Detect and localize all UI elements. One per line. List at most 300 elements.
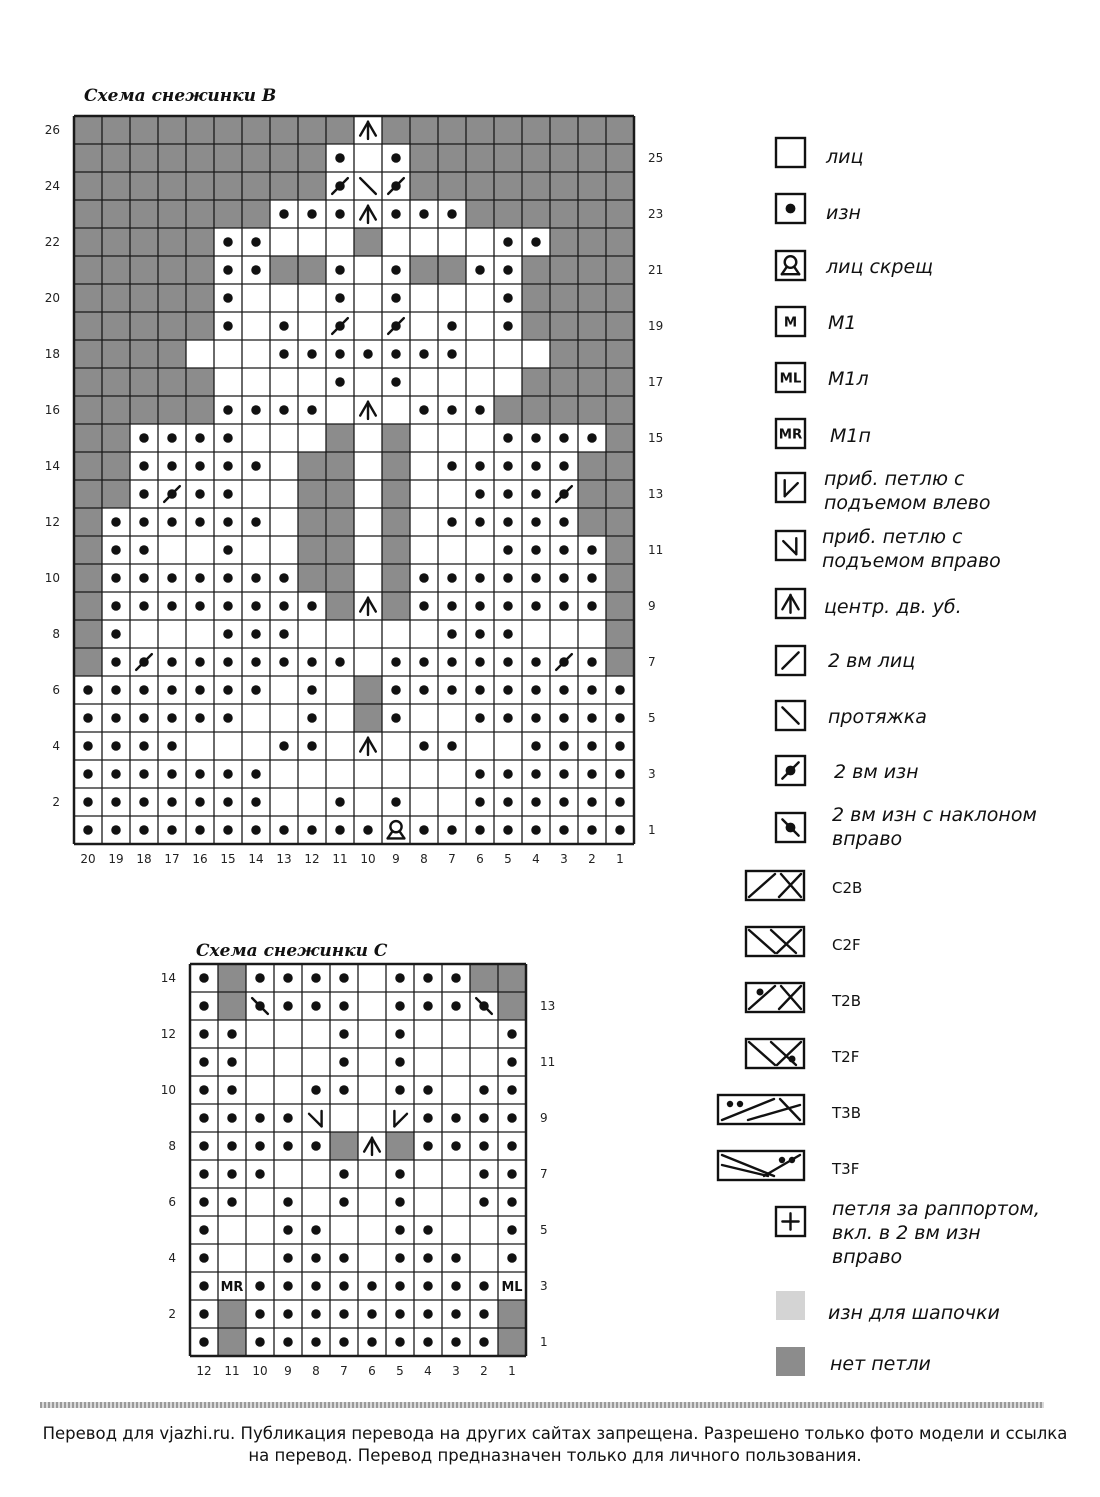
chart-b-cell bbox=[186, 368, 214, 396]
chart-b-cell bbox=[279, 209, 289, 219]
chart-b-cell bbox=[531, 573, 541, 583]
chart-b-cell bbox=[606, 508, 634, 536]
chart-c-cell bbox=[395, 1225, 405, 1235]
chart-b-cell bbox=[578, 144, 606, 172]
chart-b-cell bbox=[382, 116, 410, 144]
chart-b-cell bbox=[587, 433, 597, 443]
chart-b-col-label: 7 bbox=[448, 852, 456, 866]
chart-b-cell bbox=[74, 340, 102, 368]
chart-b-cell bbox=[475, 657, 485, 667]
chart-b-cell bbox=[475, 573, 485, 583]
chart-b-cell bbox=[298, 536, 326, 564]
chart-b-cell bbox=[111, 545, 121, 555]
chart-b-cell bbox=[382, 592, 410, 620]
chart-c-cell bbox=[423, 1113, 433, 1123]
chart-b-row-label-left: 18 bbox=[44, 347, 60, 361]
chart-c-cell bbox=[451, 1113, 461, 1123]
chart-b-cell bbox=[83, 825, 93, 835]
chart-b-cell bbox=[335, 657, 345, 667]
chart-c-col-label: 3 bbox=[452, 1364, 460, 1378]
chart-b-row-label-left: 26 bbox=[44, 123, 60, 137]
chart-b-cell bbox=[475, 769, 485, 779]
chart-b-cell bbox=[494, 200, 522, 228]
chart-c-cell bbox=[227, 1085, 237, 1095]
chart-b-cell bbox=[279, 573, 289, 583]
chart-c-cell bbox=[395, 1085, 405, 1095]
chart-b-cell bbox=[74, 592, 102, 620]
chart-b-cell bbox=[167, 769, 177, 779]
chart-b-cell bbox=[307, 601, 317, 611]
chart-b-cell bbox=[223, 293, 233, 303]
chart-c-cell bbox=[199, 1309, 209, 1319]
chart-c-cell bbox=[283, 1001, 293, 1011]
chart-c-cell bbox=[218, 1328, 246, 1356]
chart-b-cell bbox=[214, 144, 242, 172]
chart-b-cell bbox=[74, 368, 102, 396]
legend-label: лиц скрещ bbox=[826, 256, 934, 278]
legend-label: изн для шапочки bbox=[828, 1302, 1000, 1324]
chart-c-cell bbox=[507, 1141, 517, 1151]
chart-b-cell bbox=[186, 228, 214, 256]
chart-b-cell bbox=[242, 144, 270, 172]
dot-icon bbox=[775, 193, 806, 224]
chart-c-cell bbox=[227, 1197, 237, 1207]
chart-b-cell bbox=[494, 172, 522, 200]
chart-b-cell bbox=[158, 256, 186, 284]
chart-b-cell bbox=[307, 209, 317, 219]
chart-b-cell bbox=[587, 545, 597, 555]
chart-b-cell bbox=[74, 116, 102, 144]
chart-c-cell bbox=[311, 1337, 321, 1347]
chart-b-cell bbox=[615, 769, 625, 779]
p2tog-right-icon bbox=[775, 812, 806, 843]
chart-b-cell bbox=[102, 200, 130, 228]
chart-b-cell bbox=[102, 396, 130, 424]
chart-c-cell bbox=[339, 973, 349, 983]
chart-b-cell bbox=[559, 685, 569, 695]
chart-c-cell bbox=[227, 1057, 237, 1067]
chart-b-cell bbox=[102, 312, 130, 340]
chart-b-cell bbox=[438, 256, 466, 284]
chart-b-cell bbox=[195, 573, 205, 583]
chart-b-cell bbox=[102, 284, 130, 312]
chart-b-cell bbox=[587, 601, 597, 611]
chart-b-cell bbox=[447, 517, 457, 527]
chart-b-cell bbox=[139, 797, 149, 807]
chart-b-cell bbox=[578, 172, 606, 200]
chart-c-cell bbox=[423, 1141, 433, 1151]
chart-c-cell bbox=[339, 1169, 349, 1179]
chart-b-cell bbox=[335, 377, 345, 387]
chart-c-cell bbox=[451, 1253, 461, 1263]
chart-b-cell bbox=[251, 517, 261, 527]
chart-b-cell bbox=[158, 172, 186, 200]
m1r-icon bbox=[775, 418, 806, 449]
chart-b-cell bbox=[111, 601, 121, 611]
chart-b-cell bbox=[130, 312, 158, 340]
chart-b-cell bbox=[242, 116, 270, 144]
chart-b-cell bbox=[606, 312, 634, 340]
chart-b-cell bbox=[587, 685, 597, 695]
chart-b-cell bbox=[410, 256, 438, 284]
chart-b-cell bbox=[195, 461, 205, 471]
chart-b-cell bbox=[606, 200, 634, 228]
legend-label: приб. петлю с подъемом влево bbox=[824, 468, 991, 514]
chart-b-cell bbox=[559, 825, 569, 835]
chart-c-row-label-left: 14 bbox=[160, 971, 176, 985]
k2tog-icon bbox=[775, 645, 806, 676]
chart-c bbox=[156, 964, 556, 1394]
chart-c-cell bbox=[386, 1132, 414, 1160]
chart-b-cell bbox=[335, 797, 345, 807]
chart-b-cell bbox=[606, 480, 634, 508]
chart-b-cell bbox=[559, 461, 569, 471]
legend-label: М1 bbox=[828, 312, 857, 334]
chart-b-cell bbox=[503, 433, 513, 443]
chart-b-cell bbox=[74, 480, 102, 508]
chart-b-cell bbox=[606, 424, 634, 452]
chart-b-cell bbox=[195, 797, 205, 807]
c2f-icon bbox=[745, 926, 805, 957]
chart-b-cell bbox=[531, 489, 541, 499]
chart-b-row-label-left: 22 bbox=[44, 235, 60, 249]
chart-b-cell bbox=[503, 265, 513, 275]
chart-c-cell bbox=[199, 1085, 209, 1095]
legend-label: 2 вм лиц bbox=[828, 650, 916, 672]
chart-b-cell bbox=[475, 405, 485, 415]
chart-c-cell bbox=[199, 1029, 209, 1039]
chart-b-cell bbox=[326, 508, 354, 536]
chart-b-cell bbox=[326, 592, 354, 620]
chart-b-cell bbox=[531, 433, 541, 443]
chart-c-cell bbox=[479, 1169, 489, 1179]
chart-b-cell bbox=[503, 825, 513, 835]
chart-b-row-label-right: 1 bbox=[648, 823, 656, 837]
chart-b-cell bbox=[223, 461, 233, 471]
chart-b-cell bbox=[102, 116, 130, 144]
chart-b-row-label-left: 2 bbox=[52, 795, 60, 809]
chart-b-cell bbox=[475, 825, 485, 835]
chart-c-cell bbox=[311, 1141, 321, 1151]
chart-b-cell bbox=[550, 116, 578, 144]
chart-b-cell bbox=[550, 144, 578, 172]
chart-b-cell bbox=[550, 256, 578, 284]
chart-b-cell bbox=[307, 685, 317, 695]
chart-b-cell bbox=[587, 573, 597, 583]
chart-b-cell bbox=[522, 284, 550, 312]
chart-b-cell bbox=[139, 517, 149, 527]
chart-b-cell bbox=[83, 713, 93, 723]
chart-b-cell bbox=[503, 293, 513, 303]
chart-b-cell bbox=[531, 601, 541, 611]
chart-c-col-label: 5 bbox=[396, 1364, 404, 1378]
chart-b-cell bbox=[447, 209, 457, 219]
chart-b-cell bbox=[447, 461, 457, 471]
legend-label: T2F bbox=[832, 1048, 860, 1066]
chart-b-cell bbox=[587, 657, 597, 667]
svg-text:M: M bbox=[783, 315, 798, 331]
chart-b-cell bbox=[550, 368, 578, 396]
chart-b-cell bbox=[503, 461, 513, 471]
chart-b-cell bbox=[102, 480, 130, 508]
chart-c-cell bbox=[479, 1113, 489, 1123]
chart-b-cell bbox=[447, 573, 457, 583]
chart-b-cell bbox=[531, 657, 541, 667]
chart-b-cell bbox=[606, 116, 634, 144]
chart-b-cell bbox=[466, 200, 494, 228]
chart-c-cell bbox=[199, 1337, 209, 1347]
chart-b-cell bbox=[130, 172, 158, 200]
chart-b-cell bbox=[419, 685, 429, 695]
chart-b-cell bbox=[503, 657, 513, 667]
chart-b-row-label-right: 13 bbox=[648, 487, 664, 501]
chart-c-cell bbox=[255, 1281, 265, 1291]
chart-b-cell bbox=[167, 433, 177, 443]
chart-b-cell bbox=[522, 396, 550, 424]
chart-b-cell bbox=[326, 424, 354, 452]
chart-c-col-label: 6 bbox=[368, 1364, 376, 1378]
chart-c-cell bbox=[367, 1281, 377, 1291]
chart-b-cell bbox=[270, 116, 298, 144]
chart-b-row-label-right: 17 bbox=[648, 375, 664, 389]
chart-b-cell bbox=[139, 461, 149, 471]
plus-icon bbox=[775, 1206, 806, 1237]
chart-c-cell bbox=[218, 964, 246, 992]
chart-b-cell bbox=[74, 536, 102, 564]
chart-b-cell bbox=[475, 489, 485, 499]
chart-b-cell bbox=[531, 741, 541, 751]
chart-b-cell bbox=[419, 405, 429, 415]
chart-b-cell bbox=[419, 657, 429, 667]
chart-b-cell bbox=[475, 685, 485, 695]
chart-b-cell bbox=[223, 601, 233, 611]
chart-b-col-label: 16 bbox=[192, 852, 208, 866]
chart-c-cell bbox=[311, 1225, 321, 1235]
chart-b-cell bbox=[354, 676, 382, 704]
chart-b-row-label-left: 6 bbox=[52, 683, 60, 697]
chart-b-cell bbox=[522, 116, 550, 144]
chart-c-col-label: 4 bbox=[424, 1364, 432, 1378]
chart-b-cell bbox=[83, 769, 93, 779]
chart-b-cell bbox=[503, 629, 513, 639]
chart-b-cell bbox=[130, 284, 158, 312]
chart-b-cell bbox=[111, 629, 121, 639]
chart-b-cell bbox=[139, 433, 149, 443]
legend-label: приб. петлю с подъемом вправо bbox=[822, 526, 1001, 572]
chart-b-cell bbox=[522, 312, 550, 340]
chart-b-cell bbox=[391, 657, 401, 667]
chart-b-cell bbox=[251, 237, 261, 247]
chart-c-cell bbox=[423, 973, 433, 983]
chart-b-cell bbox=[111, 657, 121, 667]
legend-label: C2B bbox=[832, 879, 863, 897]
chart-b-col-label: 18 bbox=[136, 852, 152, 866]
chart-b-cell bbox=[223, 629, 233, 639]
chart-c-cell bbox=[199, 1225, 209, 1235]
chart-c-row-label-right: 1 bbox=[540, 1335, 548, 1349]
svg-text:MR: MR bbox=[220, 1280, 244, 1296]
chart-b-cell bbox=[307, 713, 317, 723]
chart-b-cell bbox=[419, 601, 429, 611]
chart-b-cell bbox=[186, 200, 214, 228]
chart-b-cell bbox=[587, 769, 597, 779]
chart-b-cell bbox=[559, 601, 569, 611]
chart-b-row-label-right: 25 bbox=[648, 151, 664, 165]
chart-b-cell bbox=[606, 564, 634, 592]
chart-b-cell bbox=[382, 508, 410, 536]
chart-b-cell bbox=[335, 825, 345, 835]
legend-label: петля за раппортом, вкл. в 2 вм изн вправо bbox=[832, 1198, 1040, 1268]
chart-b-cell bbox=[251, 573, 261, 583]
chart-b-cell bbox=[382, 564, 410, 592]
chart-b-cell bbox=[391, 265, 401, 275]
chart-c-cell bbox=[339, 1085, 349, 1095]
chart-b-cell bbox=[447, 601, 457, 611]
chart-c-cell bbox=[311, 1309, 321, 1319]
chart-c-cell bbox=[451, 1337, 461, 1347]
chart-b-cell bbox=[223, 825, 233, 835]
chart-b-row-label-left: 20 bbox=[44, 291, 60, 305]
chart-b-row-label-left: 14 bbox=[44, 459, 60, 473]
chart-c-cell bbox=[479, 1197, 489, 1207]
chart-b-cell bbox=[167, 601, 177, 611]
chart-b-cell bbox=[559, 797, 569, 807]
chart-b-cell bbox=[223, 797, 233, 807]
chart-b-cell bbox=[606, 144, 634, 172]
chart-b-cell bbox=[102, 228, 130, 256]
chart-c-cell bbox=[255, 1113, 265, 1123]
chart-b-cell bbox=[195, 825, 205, 835]
chart-b-cell bbox=[279, 321, 289, 331]
chart-b-cell bbox=[354, 228, 382, 256]
chart-b-cell bbox=[139, 573, 149, 583]
chart-c-cell bbox=[330, 1132, 358, 1160]
chart-c-cell bbox=[507, 1085, 517, 1095]
chart-c-cell bbox=[283, 1253, 293, 1263]
chart-b-cell bbox=[139, 769, 149, 779]
chart-b-cell bbox=[326, 480, 354, 508]
chart-b-cell bbox=[102, 340, 130, 368]
chart-b-cell bbox=[74, 200, 102, 228]
chart-b-cell bbox=[242, 172, 270, 200]
chart-c-cell bbox=[255, 1337, 265, 1347]
chart-c-cell bbox=[451, 1141, 461, 1151]
chart-c-cell bbox=[507, 1113, 517, 1123]
chart-b-cell bbox=[531, 545, 541, 555]
chart-c-cell bbox=[451, 973, 461, 983]
chart-b-cell bbox=[550, 172, 578, 200]
chart-b-cell bbox=[279, 405, 289, 415]
chart-c-cell bbox=[199, 1057, 209, 1067]
chart-b-cell bbox=[158, 312, 186, 340]
chart-b-row-label-right: 3 bbox=[648, 767, 656, 781]
chart-b-cell bbox=[447, 685, 457, 695]
chart-b-cell bbox=[158, 284, 186, 312]
chart-b-cell bbox=[111, 517, 121, 527]
chart-c-cell bbox=[227, 1169, 237, 1179]
chart-b-col-label: 14 bbox=[248, 852, 264, 866]
chart-b-cell bbox=[522, 144, 550, 172]
chart-b-cell bbox=[74, 396, 102, 424]
chart-b-cell bbox=[326, 564, 354, 592]
legend-label: T3B bbox=[832, 1104, 861, 1122]
chart-b-cell bbox=[167, 825, 177, 835]
chart-b-cell bbox=[578, 284, 606, 312]
chart-b-row-label-right: 15 bbox=[648, 431, 664, 445]
chart-b-cell bbox=[158, 368, 186, 396]
chart-c-cell bbox=[339, 1001, 349, 1011]
legend-label: C2F bbox=[832, 936, 861, 954]
chart-b-cell bbox=[503, 517, 513, 527]
chart-b-cell bbox=[587, 825, 597, 835]
p2tog-icon bbox=[775, 755, 806, 786]
chart-b-col-label: 12 bbox=[304, 852, 320, 866]
chart-b-cell bbox=[550, 396, 578, 424]
chart-b-cell bbox=[139, 741, 149, 751]
chart-b-cell bbox=[139, 685, 149, 695]
chart-c-cell bbox=[283, 1309, 293, 1319]
legend-label: протяжка bbox=[828, 706, 927, 728]
chart-b-cell bbox=[410, 172, 438, 200]
footer-text: Перевод для vjazhi.ru. Публикация перевода на других сайтах запрещена. Разрешено только фото модели и ссылка на перевод. Перевод предназначен только для личного пользования. bbox=[42, 1424, 1068, 1466]
chart-b-cell bbox=[335, 209, 345, 219]
cdd-icon bbox=[775, 588, 806, 619]
legend-label: 2 вм изн bbox=[834, 761, 919, 783]
chart-b-col-label: 13 bbox=[276, 852, 292, 866]
chart-b-cell bbox=[447, 657, 457, 667]
chart-b-cell bbox=[559, 573, 569, 583]
chart-c-cell bbox=[199, 1253, 209, 1263]
chart-c-cell bbox=[423, 1337, 433, 1347]
chart-b-cell bbox=[578, 228, 606, 256]
chart-b-row-label-left: 16 bbox=[44, 403, 60, 417]
t3f-icon bbox=[717, 1150, 805, 1181]
chart-c-row-label-right: 9 bbox=[540, 1111, 548, 1125]
chart-b-cell bbox=[279, 349, 289, 359]
chart-b-cell bbox=[195, 657, 205, 667]
chart-b-cell bbox=[74, 144, 102, 172]
chart-c-cell bbox=[339, 1057, 349, 1067]
chart-b-cell bbox=[111, 825, 121, 835]
chart-b-cell bbox=[419, 825, 429, 835]
chart-b-cell bbox=[279, 601, 289, 611]
chart-b-cell bbox=[74, 424, 102, 452]
chart-b-cell bbox=[419, 349, 429, 359]
chart-b-cell bbox=[307, 741, 317, 751]
chart-b-cell bbox=[251, 461, 261, 471]
chart-c-cell bbox=[507, 1225, 517, 1235]
chart-c-cell bbox=[339, 1029, 349, 1039]
chart-b-col-label: 15 bbox=[220, 852, 236, 866]
chart-c-cell bbox=[498, 1328, 526, 1356]
chart-b-cell bbox=[503, 769, 513, 779]
lift-left-icon bbox=[775, 472, 806, 503]
chart-b-cell bbox=[251, 769, 261, 779]
chart-b-cell bbox=[391, 685, 401, 695]
chart-b-cell bbox=[223, 237, 233, 247]
chart-b-cell bbox=[130, 228, 158, 256]
chart-c-cell bbox=[283, 1281, 293, 1291]
chart-b-cell bbox=[382, 452, 410, 480]
chart-b-cell bbox=[606, 228, 634, 256]
chart-b-cell bbox=[587, 713, 597, 723]
chart-b-cell bbox=[438, 144, 466, 172]
chart-b-cell bbox=[111, 769, 121, 779]
chart-b-cell bbox=[186, 312, 214, 340]
chart-b-cell bbox=[447, 825, 457, 835]
chart-b-cell bbox=[475, 461, 485, 471]
chart-b-cell bbox=[139, 489, 149, 499]
